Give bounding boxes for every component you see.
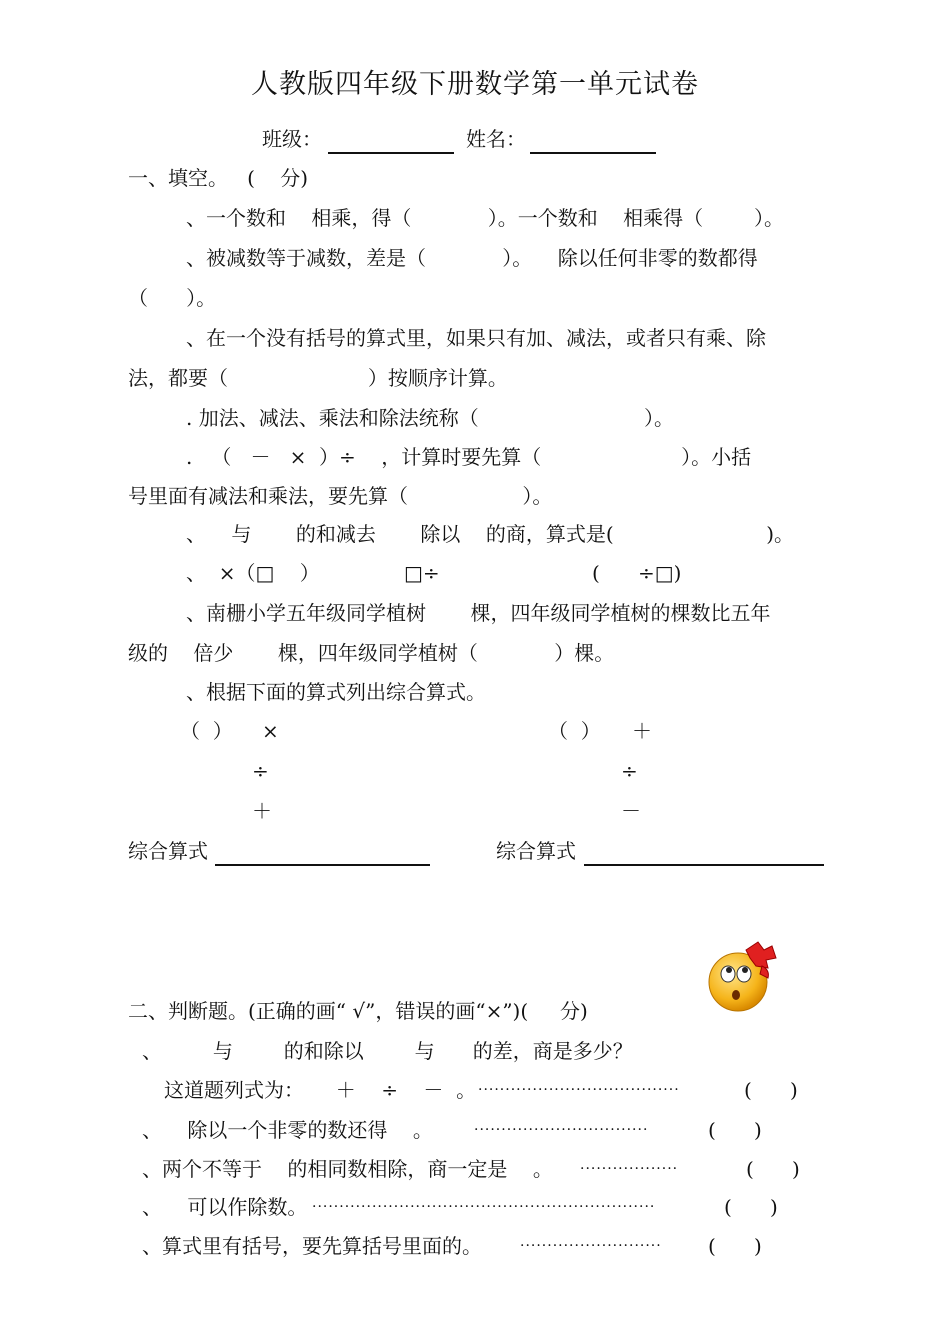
question-1-7-part3: ( ÷□) <box>592 561 682 585</box>
question-1-3: 、在一个没有括号的算式里，如果只有加、减法，或者只有乘、除 <box>186 326 766 350</box>
answer-paren-5[interactable]: ( ) <box>708 1234 762 1258</box>
calc-right-op2: ÷ <box>621 759 638 783</box>
section1-heading: 一、填空。 ( 分) <box>128 166 309 190</box>
page-title: 人教版四年级下册数学第一单元试卷 <box>251 69 699 100</box>
answer-paren-1[interactable]: ( ) <box>744 1078 798 1102</box>
dot-leader: ····································· <box>478 1082 680 1098</box>
question-1-7-part2: □÷ <box>404 561 440 585</box>
combined-answer-left[interactable] <box>215 864 430 866</box>
calc-right-op3: － <box>621 799 641 823</box>
thinking-face-icon <box>706 936 782 1014</box>
judge-3: 、两个不等于 的相同数相除，商一定是 。 <box>142 1157 553 1181</box>
question-1-6: 、 与 的和减去 除以 的商，算式是( )。 <box>186 522 795 546</box>
dot-leader: ·················· <box>580 1161 679 1177</box>
dot-leader: ································ <box>474 1122 649 1138</box>
judge-4: 、 可以作除数。 <box>142 1195 308 1219</box>
judge-1-cont: 这道题列式为： ＋ ÷ － 。 <box>164 1078 477 1102</box>
answer-paren-3[interactable]: ( ) <box>746 1157 800 1181</box>
dot-leader: ·························· <box>520 1238 662 1254</box>
answer-paren-4[interactable]: ( ) <box>724 1195 778 1219</box>
judge-1: 、 与 的和除以 与 的差，商是多少？ <box>142 1039 633 1063</box>
answer-paren-2[interactable]: ( ) <box>708 1118 762 1142</box>
question-1-5: . （ － × ）÷ ，计算时要先算（ ）。小括 <box>186 445 752 469</box>
section2-heading: 二、判断题。(正确的画“ √”，错误的画“×”)( 分) <box>128 999 588 1023</box>
question-1-2-cont: （ ）。 <box>128 286 217 310</box>
question-1-8-cont: 级的 倍少 棵，四年级同学植树（ ）棵。 <box>128 641 615 665</box>
name-label: 姓名： <box>466 127 526 151</box>
class-label: 班级： <box>262 127 322 151</box>
calc-right-blank: （ ） <box>548 719 601 743</box>
calc-left-op3: ＋ <box>252 799 272 823</box>
question-1-4: . 加法、减法、乘法和除法统称（ ）。 <box>186 406 675 430</box>
question-1-8: 、南栅小学五年级同学植树 棵，四年级同学植树的棵数比五年 <box>186 601 771 625</box>
question-1-7-part1: 、 ×（□ ） <box>186 561 320 585</box>
calc-left-blank: （ ） <box>180 719 233 743</box>
judge-5: 、算式里有括号，要先算括号里面的。 <box>142 1234 482 1258</box>
calc-left-op1: × <box>262 719 279 743</box>
combined-label-left: 综合算式 <box>128 839 208 863</box>
judge-2: 、 除以一个非零的数还得 。 <box>142 1118 433 1142</box>
question-1-9: 、根据下面的算式列出综合算式。 <box>186 680 486 704</box>
class-field[interactable] <box>328 152 454 154</box>
question-1-2: 、被减数等于减数，差是（ ）。 除以任何非零的数都得 <box>186 246 758 270</box>
name-field[interactable] <box>530 152 656 154</box>
dot-leader: ······························································· <box>312 1199 656 1215</box>
calc-left-op2: ÷ <box>252 759 269 783</box>
question-1-1: 、一个数和 相乘，得（ ）。一个数和 相乘得（ ）。 <box>186 206 785 230</box>
combined-label-right: 综合算式 <box>496 839 576 863</box>
question-1-3-cont: 法，都要（ ）按顺序计算。 <box>128 366 508 390</box>
question-1-5-cont: 号里面有减法和乘法，要先算（ ）。 <box>128 484 553 508</box>
combined-answer-right[interactable] <box>584 864 824 866</box>
calc-right-op1: ＋ <box>632 719 652 743</box>
